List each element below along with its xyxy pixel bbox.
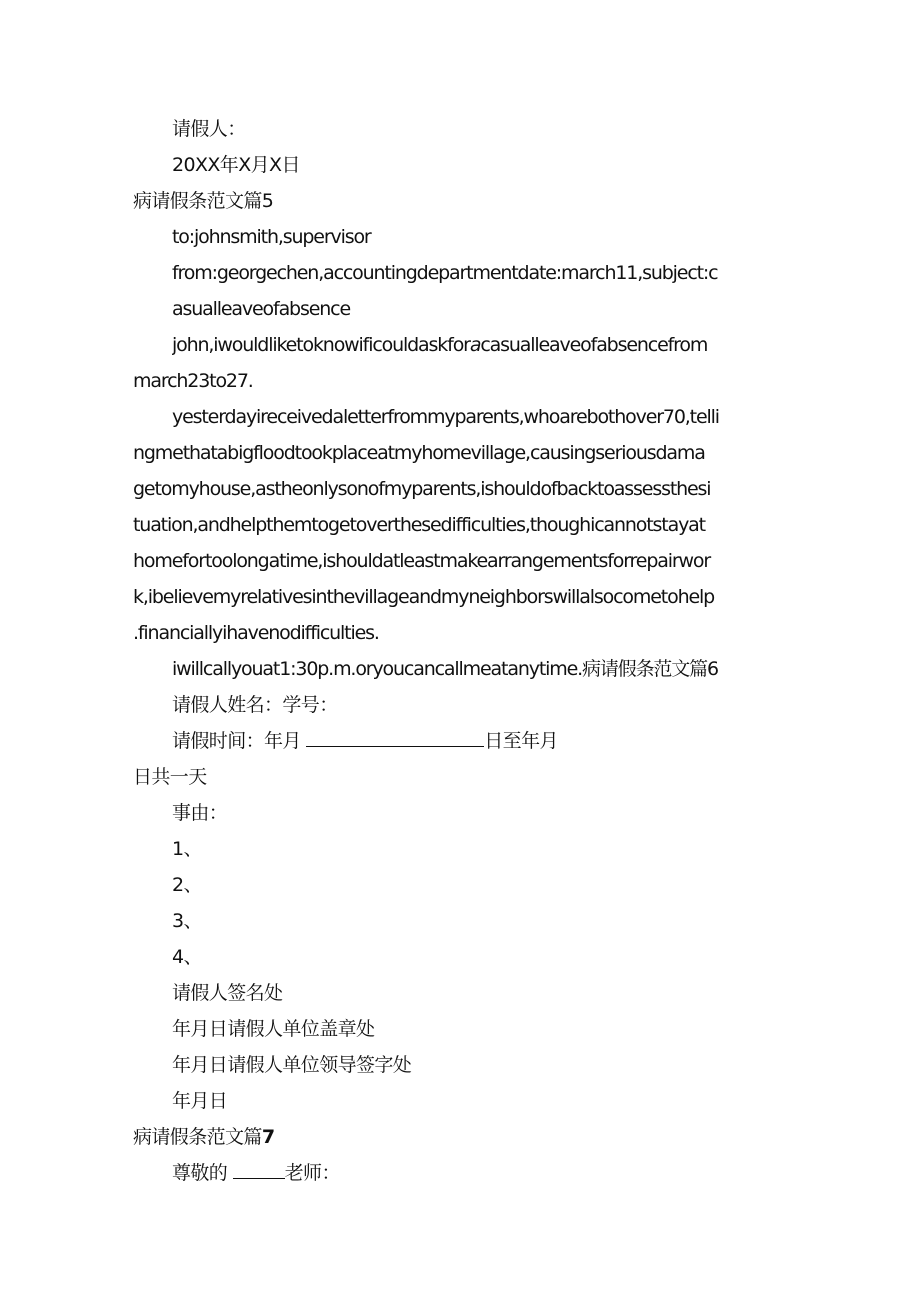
- paragraph-line: homefortoolongatime,ishouldatleastmakearrangementsforrepairwor: [133, 550, 711, 572]
- paragraph-line: getomyhouse,astheonlysonofmyparents,ishouldofbacktoassessthesi: [133, 478, 711, 500]
- text-fragment: 尊敬的: [172, 1162, 228, 1184]
- leave-time-line: [172, 723, 792, 759]
- blank-underline: [233, 1160, 285, 1179]
- signature-line: 请假人签名处: [172, 982, 283, 1004]
- seal-line: 年月日请假人单位盖章处: [172, 1018, 375, 1040]
- memo-from-line: from:georgechen,accountingdepartmentdate:march11,subject:c: [172, 262, 718, 284]
- leader-signature-line: 年月日请假人单位领导签字处: [172, 1054, 412, 1076]
- paragraph-line: tuation,andhelpthemtogetoverthesedifficulties,thoughicannotstayat: [133, 514, 705, 536]
- reason-item-3: 3、: [172, 910, 202, 932]
- text-fragment: 日至年月: [484, 730, 558, 752]
- applicant-label: 请假人：: [172, 118, 246, 140]
- heading-number: 7: [261, 1126, 275, 1148]
- text-fragment: casualleaveofabsencefrom: [480, 334, 708, 356]
- blank-underline: [306, 728, 484, 747]
- salutation-line: [172, 1155, 792, 1191]
- italic-fragment: a: [469, 334, 481, 356]
- paragraph-line: k,ibelievemyrelativesinthevillageandmyneighborswillalsocometohelp: [133, 586, 715, 608]
- paragraph-line: yesterdayireceivedaletterfrommyparents,whoarebothover70,telli: [172, 406, 719, 428]
- total-days-line: 日共一天: [133, 766, 207, 788]
- paragraph-line: .financiallyihavenodifficulties.: [133, 622, 379, 644]
- name-id-line: 请假人姓名：学号：: [172, 694, 338, 716]
- paragraph-line: [172, 327, 792, 363]
- reason-label: 事由：: [172, 802, 228, 824]
- text-fragment: 老师：: [284, 1162, 340, 1184]
- memo-subject-continuation: asualleaveofabsence: [172, 298, 350, 320]
- section-heading-7: [133, 1119, 793, 1155]
- closing-line: iwillcallyouat1:30p.m.oryoucancallmeatanytime.病请假条范文篇6: [172, 658, 718, 680]
- text-fragment: john,iwouldliketoknowificouldaskfor: [172, 334, 470, 356]
- paragraph-line: ngmethatabigfloodtookplaceatmyhomevillage,causingseriousdama: [133, 442, 705, 464]
- section-heading-5: 病请假条范文篇5: [133, 190, 274, 212]
- reason-item-2: 2、: [172, 874, 202, 896]
- reason-item-4: 4、: [172, 946, 202, 968]
- memo-to-line: to:johnsmith,supervisor: [172, 226, 371, 248]
- text-fragment: 病请假条范文篇: [133, 1126, 262, 1148]
- reason-item-1: 1、: [172, 838, 202, 860]
- date-placeholder-line: 年月日: [172, 1090, 228, 1112]
- text-fragment: 请假时间：年月: [172, 730, 301, 752]
- paragraph-line: march23to27.: [133, 370, 253, 392]
- date-line: 20XX年X月X日: [172, 154, 300, 176]
